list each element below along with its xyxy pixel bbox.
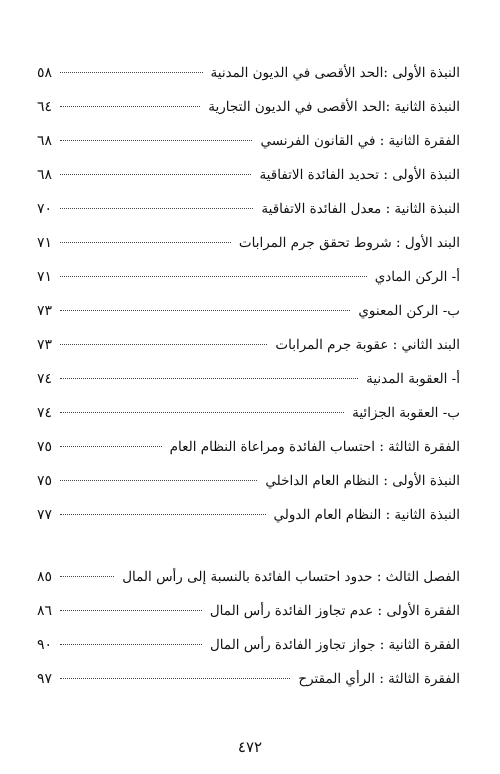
- toc-entry-page: ٦٤: [37, 99, 53, 115]
- toc-entry: [37, 628, 460, 662]
- toc-entry-title: الفقرة الثالثة : الرأي المقترح: [298, 671, 460, 687]
- toc-entry-title: أ- العقوبة المدنية: [366, 371, 460, 387]
- toc-entry-page: ٧٥: [37, 439, 53, 455]
- dot-leader: [60, 446, 162, 447]
- toc-entry-title: أ- الركن المادي: [374, 269, 460, 285]
- toc-entry: [37, 226, 460, 260]
- page-number: ٤٧٢: [237, 738, 263, 756]
- dot-leader: [60, 514, 265, 515]
- dot-leader: [60, 480, 257, 481]
- toc-entry-title: الفقرة الأولى : عدم تجاوز الفائدة رأس المال: [209, 603, 460, 619]
- toc-entry-page: ٧٥: [37, 473, 53, 489]
- toc-entry: [37, 594, 460, 628]
- toc-entry-title: البند الأول : شروط تحقق جرم المرابات: [238, 235, 460, 251]
- toc-entry-title: النبذة الأولى : تحديد الفائدة الاتفاقية: [259, 167, 460, 183]
- toc-entry-title: النبذة الثانية :الحد الأقصى في الديون التجارية: [208, 99, 460, 115]
- toc-entry: [37, 362, 460, 396]
- toc-entry: [37, 56, 460, 90]
- toc-entry-page: ٧٠: [37, 201, 53, 217]
- toc-entry-page: ٧٤: [37, 405, 53, 421]
- toc-entry-title: النبذة الأولى : النظام العام الداخلي: [265, 473, 460, 489]
- toc-entry: [37, 124, 460, 158]
- toc-entry-title: النبذة الثانية : معدل الفائدة الاتفاقية: [261, 201, 460, 217]
- toc-entry: [37, 90, 460, 124]
- table-of-contents: [37, 56, 460, 696]
- toc-entry-title: الفقرة الثانية : جواز تجاوز الفائدة رأس المال: [209, 637, 460, 653]
- toc-entry-page: ٧١: [37, 235, 53, 251]
- dot-leader: [60, 242, 231, 243]
- group-gap: [37, 532, 460, 560]
- toc-entry: [37, 260, 460, 294]
- toc-group-1: [37, 56, 460, 532]
- toc-entry: [37, 192, 460, 226]
- toc-entry-title: ب- الركن المعنوي: [358, 303, 460, 319]
- toc-entry-page: ٧٣: [37, 303, 53, 319]
- dot-leader: [60, 610, 202, 611]
- toc-entry-page: ٦٨: [37, 133, 53, 149]
- dot-leader: [60, 412, 344, 413]
- toc-entry-title: البند الثاني : عقوبة جرم المرابات: [275, 337, 460, 353]
- toc-entry-page: ٩٠: [37, 637, 53, 653]
- toc-entry-page: ٥٨: [37, 65, 53, 81]
- toc-entry: [37, 560, 460, 594]
- dot-leader: [60, 378, 358, 379]
- toc-entry-title: النبذة الثانية : النظام العام الدولي: [273, 507, 460, 523]
- toc-entry-title: الفقرة الثانية : في القانون الفرنسي: [260, 133, 460, 149]
- toc-entry-title: الفقرة الثالثة : احتساب الفائدة ومراعاة النظام العام: [169, 439, 460, 455]
- dot-leader: [60, 678, 290, 679]
- dot-leader: [60, 344, 267, 345]
- toc-entry: [37, 662, 460, 696]
- dot-leader: [60, 140, 252, 141]
- toc-entry: [37, 464, 460, 498]
- toc-entry-page: ٧٧: [37, 507, 53, 523]
- dot-leader: [60, 72, 202, 73]
- dot-leader: [60, 644, 202, 645]
- toc-entry: [37, 396, 460, 430]
- toc-entry: [37, 158, 460, 192]
- toc-entry: [37, 294, 460, 328]
- toc-entry: [37, 498, 460, 532]
- toc-entry: [37, 430, 460, 464]
- dot-leader: [60, 174, 251, 175]
- toc-entry-page: ٧١: [37, 269, 53, 285]
- dot-leader: [60, 106, 200, 107]
- dot-leader: [60, 310, 350, 311]
- toc-group-2: [37, 560, 460, 696]
- toc-entry-page: ٧٤: [37, 371, 53, 387]
- toc-entry-title: ب- العقوبة الجزائية: [352, 405, 460, 421]
- dot-leader: [60, 576, 114, 577]
- toc-entry-title: النبذة الأولى :الحد الأقصى في الديون المدنية: [210, 65, 460, 81]
- toc-entry-page: ٧٣: [37, 337, 53, 353]
- dot-leader: [60, 276, 367, 277]
- toc-entry-page: ٩٧: [37, 671, 53, 687]
- toc-entry: [37, 328, 460, 362]
- toc-entry-page: ٦٨: [37, 167, 53, 183]
- toc-entry-page: ٨٦: [37, 603, 53, 619]
- toc-entry-title: الفصل الثالث : حدود احتساب الفائدة بالنسبة إلى رأس المال: [122, 569, 460, 585]
- toc-entry-page: ٨٥: [37, 569, 53, 585]
- dot-leader: [60, 208, 253, 209]
